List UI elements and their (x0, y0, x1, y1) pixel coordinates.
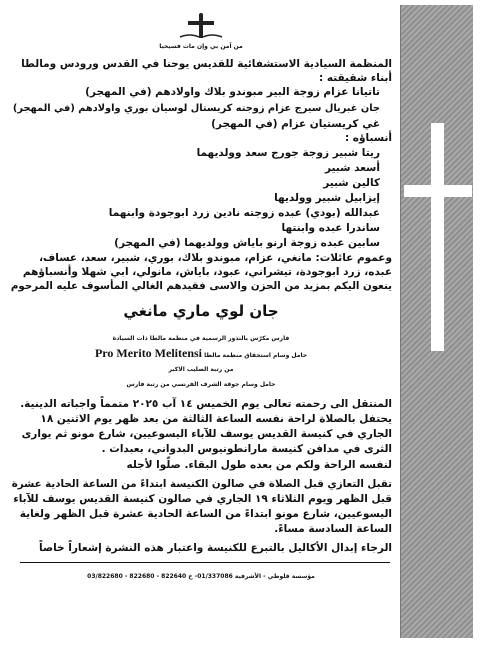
title-line: من رتبة الصليب الاكبر (168, 366, 234, 373)
inlaw-line: إيزابيل شبير وولديها (274, 192, 380, 204)
detail-line: الثرى في مدافن كنيسة مارانطونيوس البدواني، بعبدات . (101, 443, 392, 455)
nephew-line: غي كريستيان عزام (في المهجر) (211, 118, 380, 130)
families-line: عبده، زرد ابوجودة، تيشراني، عبود، باياش، مانولي، ابي شهلا وأنسباؤهم (22, 266, 392, 278)
detail-line: قبل الظهر ويوم الثلاثاء ١٩ الجاري في صالون كنيسة القديس يوسف للآباء (13, 493, 392, 505)
cross-band (400, 5, 473, 638)
families-line: وعموم عائلات: مانغي، عزام، مبوندو بلاك، بوري، شبير، سعد، عساف، (39, 252, 392, 264)
detail-line: المنتقل الى رحمته تعالى يوم الخميس ١٤ آب ٢٠٢٥ متمماً واجباته الدينية. (20, 398, 392, 410)
nephew-line: جان غبريال سيرج عزام زوجته كريستال لوسيان بوري واولادهم (في المهجر) (12, 103, 380, 114)
latin-order-name: Pro Merito Melitensi (94, 346, 203, 360)
inlaw-line: أسعد شبير (324, 162, 380, 174)
cross-icon-horizontal (404, 185, 472, 197)
inlaws-label: أنسباؤه : (344, 132, 392, 144)
inlaw-line: كالين شبير (323, 177, 380, 189)
detail-line: تقبل التعازي قبل الصلاة في صالون الكنيسة ابتداءً من الساعة الحادية عشرة (11, 478, 392, 490)
ornate-cross-icon (176, 12, 226, 40)
title-line: حامل وسام جوقة الشرف الفرنسي من رتبة فارس (126, 381, 276, 388)
inlaw-line: سابين عبده زوجة ارنو باياش وولديهما (في المهجر) (114, 237, 380, 249)
detail-line: الساعة السادسة مساءً. (274, 523, 392, 535)
detail-line: الجاري في كنيسة القديس يوسف للآباء اليسوعيين، شارع مونو ثم يوارى (21, 428, 392, 440)
detail-line: الرجاء إبدال الأكاليل بالتبرع للكنيسة واعتبار هذه النشرة إشعاراً خاصاً (39, 542, 392, 554)
inlaw-line: ريتا شبير زوجة جورج سعد وولديهما (196, 147, 380, 159)
detail-line: لنفسه الراحة ولكم من بعده طول البقاء. صلّوا لأجله (126, 459, 392, 471)
detail-line: يحتفل بالصلاة لراحة نفسه الساعة الثالثة من بعد ظهر يوم الاثنين ١٨ (40, 413, 392, 425)
nephew-line: تاتيانا عزام زوجة البير مبوندو بلاك واولادهم (في المهجر) (85, 86, 380, 98)
inlaw-line: عبدالله (بودي) عبده زوجته نادين زرد ابوجودة وابنهما (108, 207, 380, 219)
detail-line: اليسوعيين، شارع مونو ابتداءً من الساعة الحادية عشرة قبل الظهر ولغاية (19, 508, 392, 520)
deceased-name: جان لوي ماري مانغي (123, 302, 279, 320)
cross-icon-vertical (431, 123, 444, 351)
divider (20, 562, 390, 563)
title-line (8, 347, 394, 362)
title-text: حامل وسام استحقاق منظمة مالطا (204, 352, 308, 359)
footer-publisher: مؤسسة فلوطي - الأشرفية 01/337086- خ 822640 - 822680 - 03/822680 (87, 573, 315, 580)
intro-line: أبناء شقيقته : (318, 72, 392, 84)
title-line: فارس مكرّس بالنذور الرسمية في منظمة مالطا ذات السيادة (112, 335, 290, 342)
obituary-text (8, 10, 394, 640)
inlaw-line: ساندرا عبده وابنتها (281, 222, 380, 234)
families-line: ينعون اليكم بمزيد من الحزن والاسى فقيدهم الغالي المأسوف عليه المرحوم (10, 280, 392, 292)
intro-line: المنظمة السيادية الاستشفائية للقديس يوحنا في القدس ورودس ومالطا (21, 58, 392, 70)
verse-heading: من آمن بي وإن مات فسيحيا (159, 43, 243, 50)
